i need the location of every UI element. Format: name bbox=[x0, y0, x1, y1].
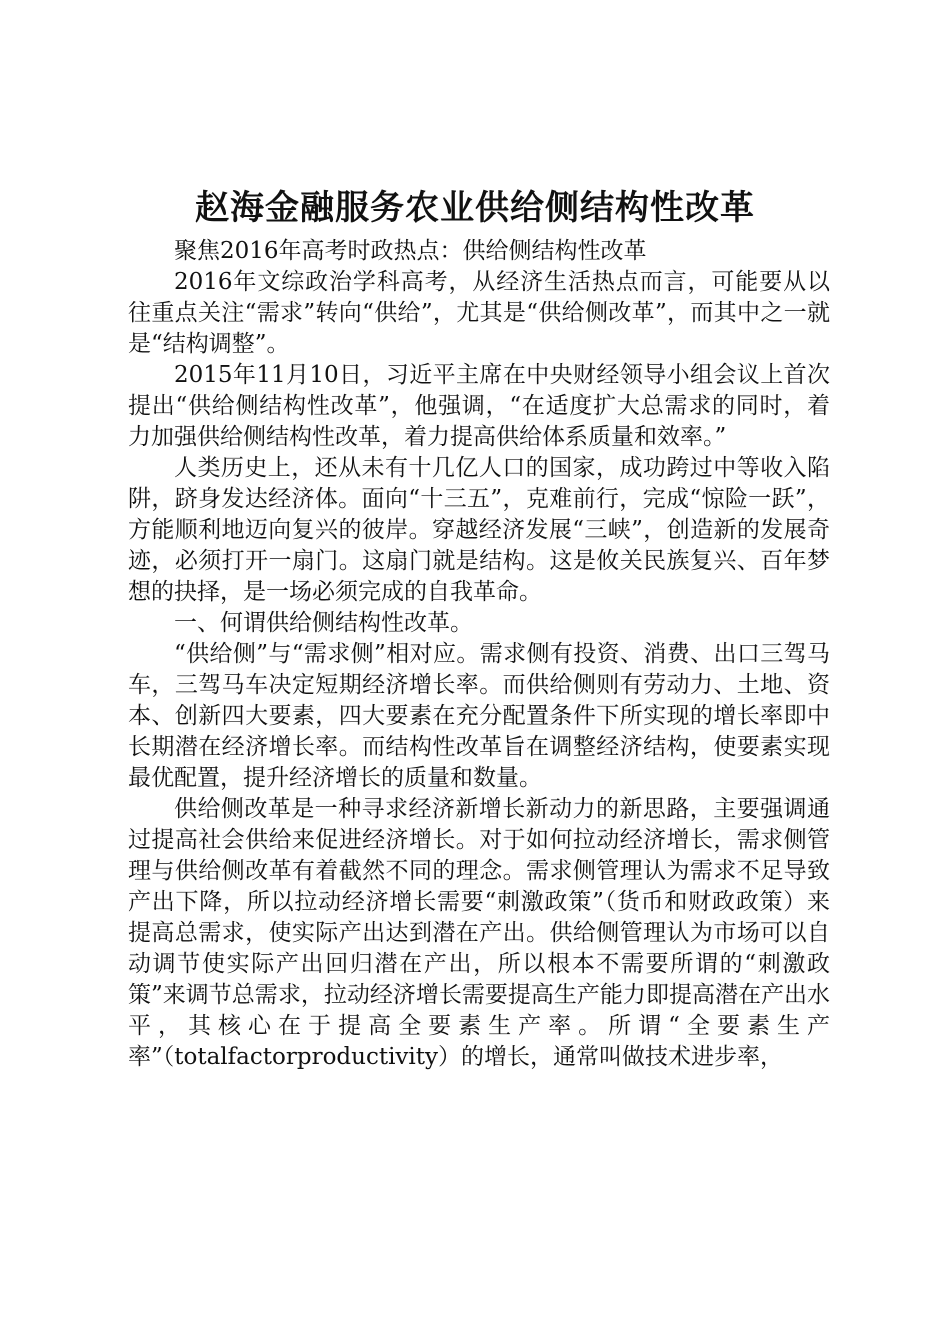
paragraph-exam-2016: 2016年文综政治学科高考，从经济生活热点而言，可能要从以往重点关注“需求”转向“供给”，尤其是“供给侧改革”，而其中之一就是“结构调整”。 bbox=[128, 269, 830, 357]
document-body bbox=[128, 236, 830, 1073]
paragraph-2015-meeting: 2015年11月10日，习近平主席在中央财经领导小组会议上首次提出“供给侧结构性改革”，他强调，“在适度扩大总需求的同时，着力加强供给侧结构性改革，着力提高供给体系质量和效率。” bbox=[128, 362, 830, 450]
document-title: 赵海金融服务农业供给侧结构性改革 bbox=[195, 188, 755, 228]
paragraph-focus: 聚焦2016年高考时政热点：供给侧结构性改革 bbox=[174, 238, 647, 264]
paragraph-supply-demand: “供给侧”与“需求侧”相对应。需求侧有投资、消费、出口三驾马车，三驾马车决定短期经济增长率。而供给侧则有劳动力、土地、资本、创新四大要素，四大要素在充分配置条件下所实现的增长率即中长期潜在经济增长率。而结构性改革旨在调整经济结构，使要素实现最优配置，提升经济增长的质量和数量。 bbox=[128, 641, 830, 791]
paragraph-supply-reform: 供给侧改革是一种寻求经济新增长新动力的新思路，主要强调通过提高社会供给来促进经济增长。对于如何拉动经济增长，需求侧管理与供给侧改革有着截然不同的理念。需求侧管理认为需求不足导致产出下降，所以拉动经济增长需要“刺激政策”（货币和财政政策）来提高总需求，使实际产出达到潜在产出。供给侧管理认为市场可以自动调节使实际产出回归潜在产出，所以根本不需要所谓的“刺激政策”来调节总需求，拉动经济增长需要提高生产能力即提高潜在产出水平，其核心在于提高全要素生产率。所谓“全要素生产率”（totalfactorproductivity）的增长，通常叫做技术进步率， bbox=[128, 796, 830, 1070]
section-heading-what-is: 一、何谓供给侧结构性改革。 bbox=[174, 610, 473, 636]
paragraph-history: 人类历史上，还从未有十几亿人口的国家，成功跨过中等收入陷阱，跻身发达经济体。面向“十三五”，克难前行，完成“惊险一跃”，方能顺利地迈向复兴的彼岸。穿越经济发展“三峡”，创造新的发展奇迹，必须打开一扇门。这扇门就是结构。这是攸关民族复兴、百年梦想的抉择，是一场必须完成的自我革命。 bbox=[128, 455, 830, 605]
